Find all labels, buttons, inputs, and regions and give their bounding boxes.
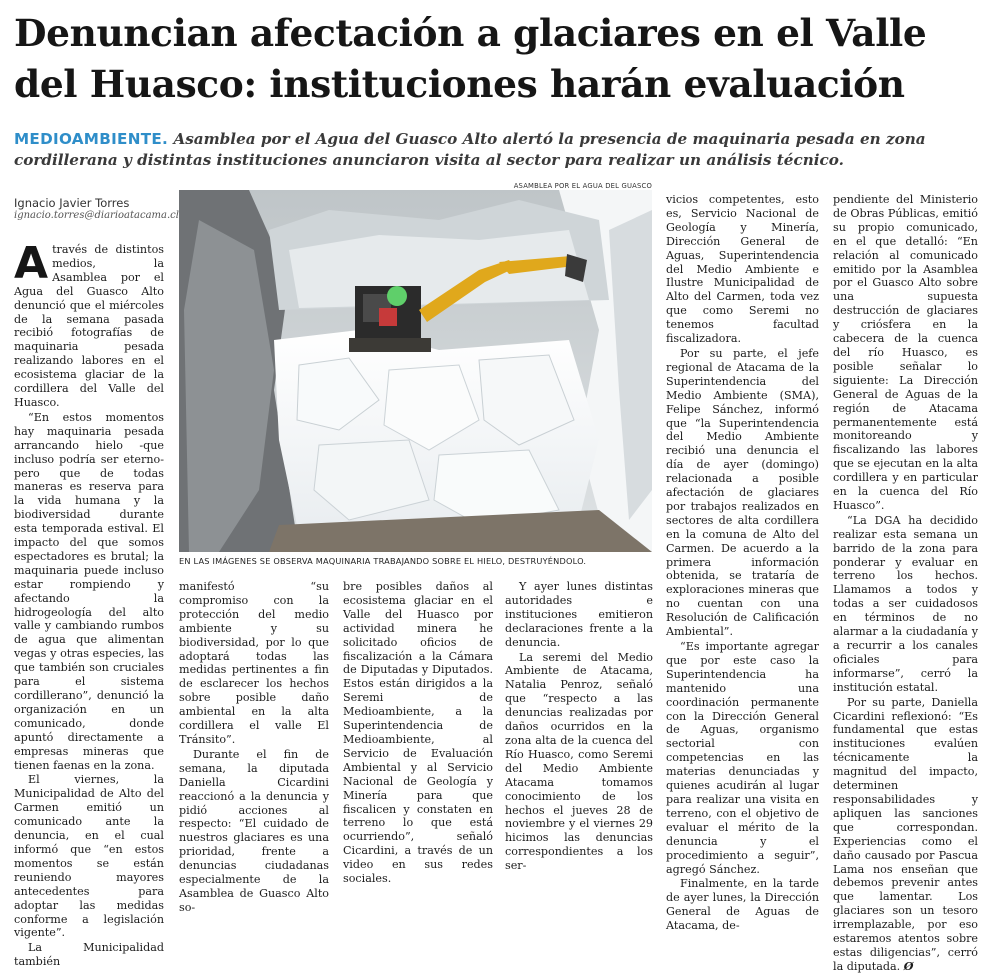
glacier-machinery-illustration bbox=[179, 190, 652, 552]
drop-cap: A bbox=[14, 238, 49, 289]
lead-text: Asamblea por el Agua del Guasco Alto alertó la presencia de maquinaria pesada en zona cordillerana y distintas instituciones anunciaron visita al sector para realizar un análisis técnico. bbox=[14, 130, 926, 169]
body-column-3 bbox=[343, 580, 493, 887]
body-paragraph: El viernes, la Municipalidad de Alto del Carmen emitió un comunicado ante la denuncia, en el cual informó que “en estos momentos se están reuniendo mayores antecedentes para adoptar las medidas conforme a legislación vigente”. bbox=[14, 773, 164, 940]
body-paragraph: manifestó “su compromiso con la protección del medio ambiente y su biodiversidad, por lo que adoptará todas las medidas pertinentes a fin de esclarecer los hechos sobre posible daño ambiental en la alta cordillera el valle El Tránsito”. bbox=[179, 580, 329, 746]
body-paragraph: Y ayer lunes distintas autoridades e instituciones emitieron declaraciones frente a la denuncia. bbox=[505, 580, 653, 649]
body-paragraph: Finalmente, en la tarde de ayer lunes, la Dirección General de Aguas de Atacama, de- bbox=[666, 877, 819, 933]
body-column-5 bbox=[833, 193, 978, 975]
photo-credit: ASAMBLEA POR EL AGUA DEL GUASCO bbox=[513, 182, 652, 190]
body-paragraph: pendiente del Ministerio de Obras Públicas, emitió su propio comunicado, en el que detalló: “En relación al comunicado emitido por la Asamblea por el Guasco Alto sobre una supuesta destrucción de glaciares y criósfera en la cabecera de la cuenca del río Huasco, es posible señalar lo siguiente: La Dirección General de Aguas de la región de Atacama permanentemente está monitoreando y fiscalizando las labores que se ejecutan en la alta cordillera y en particular en la cuenca del Río Huasco”. bbox=[833, 193, 978, 512]
body-paragraph bbox=[14, 238, 164, 410]
body-paragraph: “Es importante agregar que por este caso la Superintendencia ha mantenido una coordinación permanente con la Dirección General de Aguas, organismo sectorial con competencias en las materias denunciadas y quienes acudirán al lugar para realizar una visita en terreno, con el objetivo de evaluar el mérito de la denuncia y el procedimiento a seguir”, agregó Sánchez. bbox=[666, 640, 819, 876]
article-photo bbox=[179, 190, 652, 552]
end-mark: Ø bbox=[903, 959, 914, 973]
body-paragraph: bre posibles daños al ecosistema glaciar en el Valle del Huasco por actividad minera he solicitado oficios de fiscalización a la Cámara de Diputadas y Diputados. Estos están dirigidos a la Seremi de Medioambiente, a la Superintendencia de Medioambiente, al Servicio de Evaluación Ambiental y al Servicio Nacional de Geología y Minería para que fiscalicen y constaten en terreno lo que está ocurriendo”, señaló Cicardini, a través de un video en sus redes sociales. bbox=[343, 580, 493, 886]
body-paragraph: “En estos momentos hay maquinaria pesada arrancando hielo -que incluso podría ser eterno- pero que de todas maneras es reserva para la vida humana y la biodiversidad durante esta temporada estival. El impacto del que somos espectadores es brutal; la maquinaria puede incluso estar rompiendo y afectando la hidrogeología del alto valle y cambiando rumbos de agua que alimentan vegas y otras especies, las que también son cruciales para el sistema cordillerano”, denunció la organización en un comunicado, donde apuntó directamente a empresas mineras que tienen faenas en la zona. bbox=[14, 410, 164, 772]
body-paragraph: Durante el fin de semana, la diputada Daniella Cicardini reaccionó a la denuncia y pidió acciones al respecto: “El cuidado de nuestros glaciares es una prioridad, frente a denuncias ciudadanas especialmente de la Asamblea de Guasco Alto so- bbox=[179, 747, 329, 914]
body-paragraph bbox=[833, 696, 978, 974]
body-paragraph: La seremi del Medio Ambiente de Atacama, Natalia Penroz, señaló que “respecto a las denuncias realizadas por daños ocurridos en la zona alta de la cuenca del Río Huasco, como Seremi del Medio Ambiente Atacama tomamos conocimiento de los hechos el jueves 28 de noviembre y el viernes 29 hicimos las denuncias correspondientes a los ser- bbox=[505, 650, 653, 873]
body-paragraph: vicios competentes, esto es, Servicio Nacional de Geología y Minería, Dirección General de Aguas, Superintendencia del Medio Ambiente e Ilustre Municipalidad de Alto del Carmen, toda vez que como Seremi no tenemos facultad fiscalizadora. bbox=[666, 193, 819, 346]
lead-paragraph bbox=[14, 129, 976, 171]
paragraph-text: Por su parte, Daniella Cicardini reflexionó: “Es fundamental que estas instituciones evalúen técnicamente la magnitud del impacto, determinen responsabilidades y apliquen las sanciones que correspondan. Experiencias como el daño causado por Pascua Lama nos enseñan que debemos prevenir antes que lamentar. Los glaciares son un tesoro irremplazable, por eso estaremos atentos sobre estas diligencias”, cerró la diputada. bbox=[833, 695, 978, 973]
body-paragraph: “La DGA ha decidido realizar esta semana un barrido de la zona para ponderar y evaluar en terreno los hechos. Llamamos a todos y todas a ser cuidadosos en términos de no alarmar a la ciudadanía y a recurrir a los canales oficiales para informarse”, cerró la institución estatal. bbox=[833, 513, 978, 694]
photo-caption: EN LAS IMÁGENES SE OBSERVA MAQUINARIA TRABAJANDO SOBRE EL HIELO, DESTRUYÉNDOLO. bbox=[179, 556, 587, 566]
paragraph-text: través de distintos medios, la Asamblea por el Agua del Guasco Alto denunció que el miércoles de la semana pasada recibió fotografías de maquinaria pesada realizando labores en el ecosistema glaciar de la cordillera del Valle del Huasco. bbox=[14, 243, 164, 409]
operator-icon bbox=[387, 286, 407, 306]
body-paragraph: Por su parte, el jefe regional de Atacama de la Superintendencia del Medio Ambiente (SMA), Felipe Sánchez, informó que “la Superintendencia del Medio Ambiente recibió una denuncia el día de ayer (domingo) relacionada a posible afectación de glaciares por trabajos realizados en sectores de alta cordillera en la comuna de Alto del Carmen. De acuerdo a la primera información obtenida, se trataría de exploraciones mineras que no cuentan con una Resolución de Calificación Ambiental”. bbox=[666, 346, 819, 639]
body-column-1 bbox=[14, 238, 164, 970]
section-kicker: MEDIOAMBIENTE. bbox=[14, 130, 169, 148]
body-column-4b bbox=[666, 193, 819, 934]
byline: Ignacio Javier Torres bbox=[14, 196, 130, 210]
author-email[interactable]: ignacio.torres@diarioatacama.cl bbox=[14, 210, 179, 221]
headline: Denuncian afectación a glaciares en el Valle del Huasco: instituciones harán evaluación bbox=[14, 11, 927, 106]
body-column-4a bbox=[505, 580, 653, 874]
body-column-2 bbox=[179, 580, 329, 916]
body-paragraph: La Municipalidad también bbox=[14, 941, 164, 969]
